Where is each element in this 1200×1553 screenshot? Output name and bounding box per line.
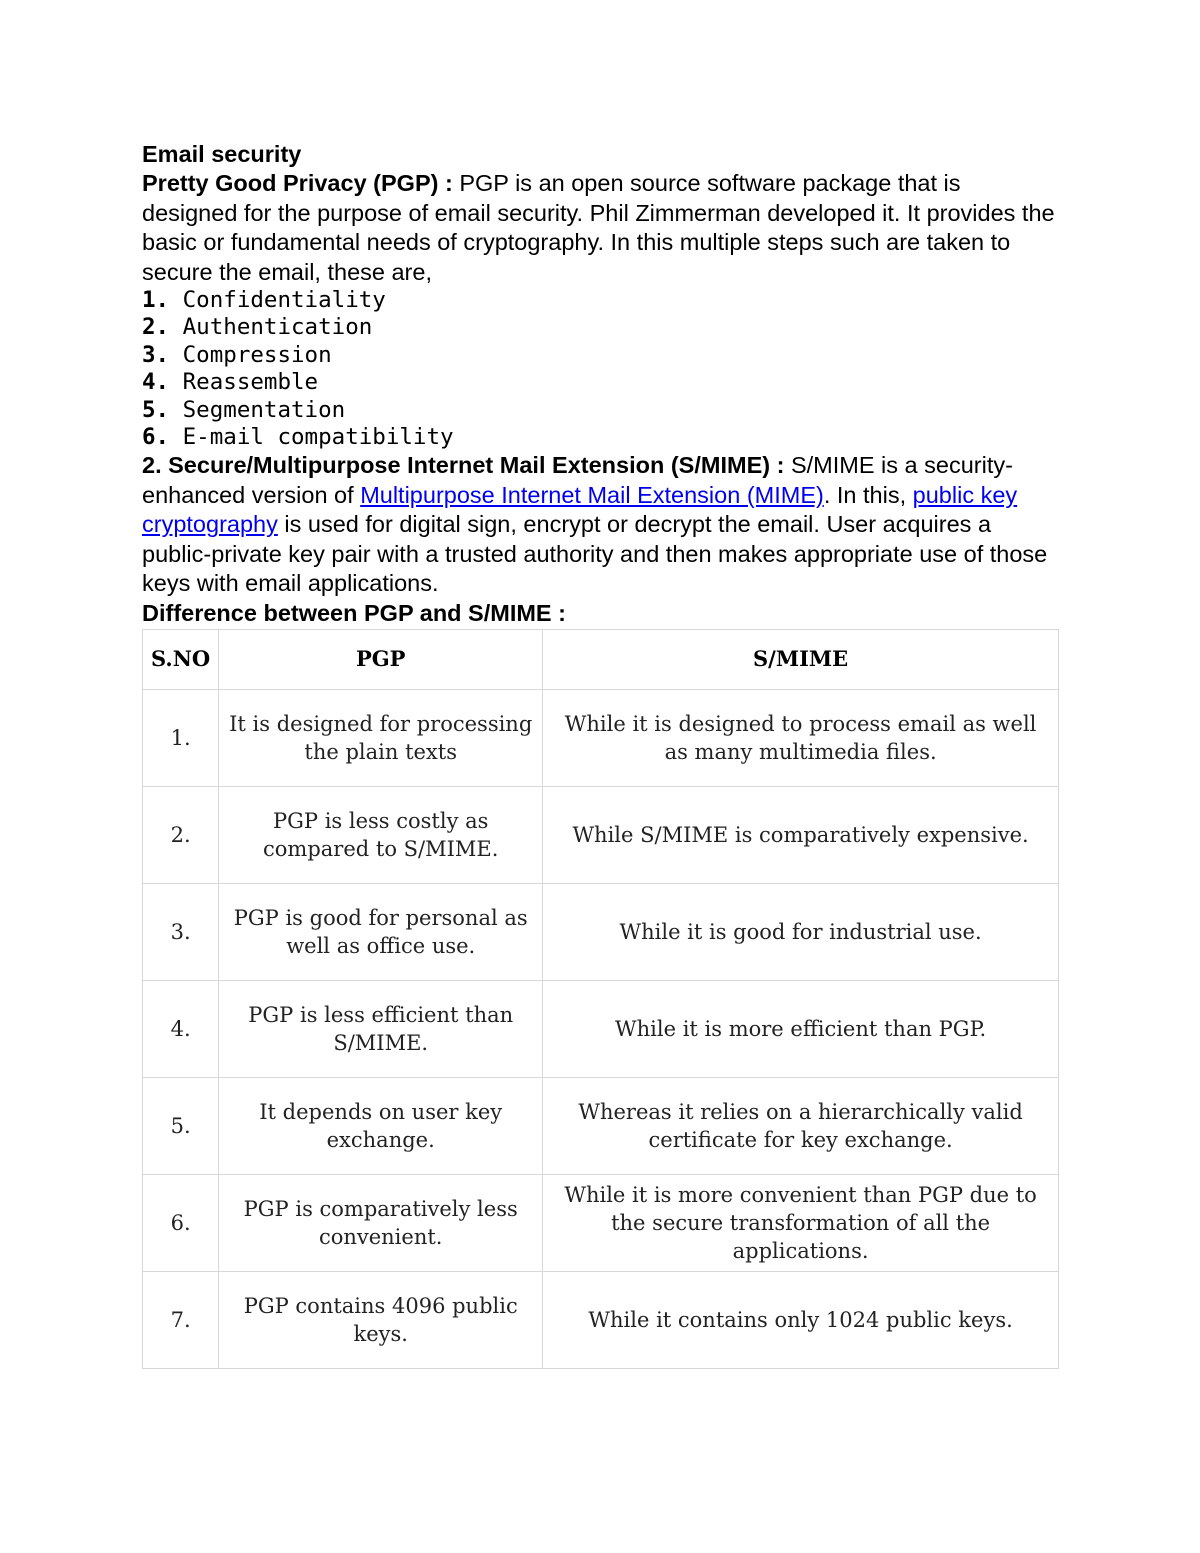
list-item bbox=[142, 287, 1058, 314]
smime-paragraph bbox=[142, 451, 1058, 598]
cell-smime: While it is more convenient than PGP due to the secure transformation of all the applications. bbox=[543, 1174, 1059, 1271]
list-item bbox=[142, 342, 1058, 369]
list-item-label: Compression bbox=[182, 341, 332, 368]
list-item-number: 2. bbox=[142, 314, 170, 341]
column-header-pgp: PGP bbox=[219, 629, 543, 689]
cell-pgp: It depends on user key exchange. bbox=[219, 1077, 543, 1174]
table-row bbox=[143, 1077, 1059, 1174]
list-item-label: Confidentiality bbox=[182, 287, 386, 314]
pgp-steps-list bbox=[142, 287, 1058, 451]
cell-pgp: PGP is less efficient than S/MIME. bbox=[219, 980, 543, 1077]
column-header-smime: S/MIME bbox=[543, 629, 1059, 689]
cell-smime: While S/MIME is comparatively expensive. bbox=[543, 786, 1059, 883]
page-title: Email security bbox=[142, 141, 302, 167]
list-item-number: 5. bbox=[142, 396, 170, 423]
table-row bbox=[143, 980, 1059, 1077]
cell-sno: 6. bbox=[143, 1174, 219, 1271]
table-row bbox=[143, 1174, 1059, 1271]
cell-pgp: It is designed for processing the plain texts bbox=[219, 689, 543, 786]
table-header-row bbox=[143, 629, 1059, 689]
table-row bbox=[143, 786, 1059, 883]
pgp-paragraph bbox=[142, 169, 1058, 287]
smime-heading: 2. Secure/Multipurpose Internet Mail Extension (S/MIME) : bbox=[142, 452, 785, 479]
cell-pgp: PGP is less costly as compared to S/MIME. bbox=[219, 786, 543, 883]
list-item bbox=[142, 314, 1058, 341]
smime-text: . In this, bbox=[823, 481, 913, 508]
list-item bbox=[142, 369, 1058, 396]
cell-pgp: PGP is comparatively less convenient. bbox=[219, 1174, 543, 1271]
cell-sno: 7. bbox=[143, 1271, 219, 1368]
column-header-sno: S.NO bbox=[143, 629, 219, 689]
list-item-number: 3. bbox=[142, 341, 170, 368]
cell-smime: While it is good for industrial use. bbox=[543, 883, 1059, 980]
pgp-text: PGP is an open source software package that is designed for the purpose of email security. Phil Zimmerman developed it. It provides the basic or fundamental needs of cryptography. In this multiple steps such are taken to secure the email, these are, bbox=[142, 170, 1055, 285]
cell-smime: While it is more efficient than PGP. bbox=[543, 980, 1059, 1077]
comparison-table bbox=[142, 629, 1059, 1369]
list-item-label: Reassemble bbox=[182, 369, 319, 396]
cell-pgp: PGP contains 4096 public keys. bbox=[219, 1271, 543, 1368]
list-item-number: 6. bbox=[142, 424, 170, 451]
pgp-heading: Pretty Good Privacy (PGP) : bbox=[142, 170, 453, 197]
cell-sno: 1. bbox=[143, 689, 219, 786]
list-item-number: 1. bbox=[142, 287, 170, 314]
smime-text: is used for digital sign, encrypt or decrypt the email. User acquires a public-private key pair with a trusted authority and then makes appropriate use of those keys with email applications. bbox=[142, 511, 1048, 597]
cell-smime: Whereas it relies on a hierarchically valid certificate for key exchange. bbox=[543, 1077, 1059, 1174]
table-row bbox=[143, 1271, 1059, 1368]
cell-sno: 4. bbox=[143, 980, 219, 1077]
list-item-label: Segmentation bbox=[182, 396, 346, 423]
list-item bbox=[142, 397, 1058, 424]
list-item-number: 4. bbox=[142, 369, 170, 396]
document-page bbox=[142, 140, 1058, 1369]
list-item-label: Authentication bbox=[182, 314, 373, 341]
cell-sno: 3. bbox=[143, 883, 219, 980]
table-row bbox=[143, 689, 1059, 786]
list-item bbox=[142, 424, 1058, 451]
public-key-cryptography-link[interactable]: public key cryptography bbox=[142, 481, 1018, 538]
difference-heading: Difference between PGP and S/MIME : bbox=[142, 599, 566, 626]
cell-smime: While it is designed to process email as well as many multimedia files. bbox=[543, 689, 1059, 786]
cell-smime: While it contains only 1024 public keys. bbox=[543, 1271, 1059, 1368]
list-item-label: E-mail compatibility bbox=[182, 424, 454, 451]
cell-sno: 2. bbox=[143, 786, 219, 883]
cell-pgp: PGP is good for personal as well as office use. bbox=[219, 883, 543, 980]
mime-link[interactable]: Multipurpose Internet Mail Extension (MIME) bbox=[360, 481, 824, 508]
smime-text: S/MIME is a security-enhanced version of bbox=[142, 452, 1013, 508]
table-row bbox=[143, 883, 1059, 980]
cell-sno: 5. bbox=[143, 1077, 219, 1174]
